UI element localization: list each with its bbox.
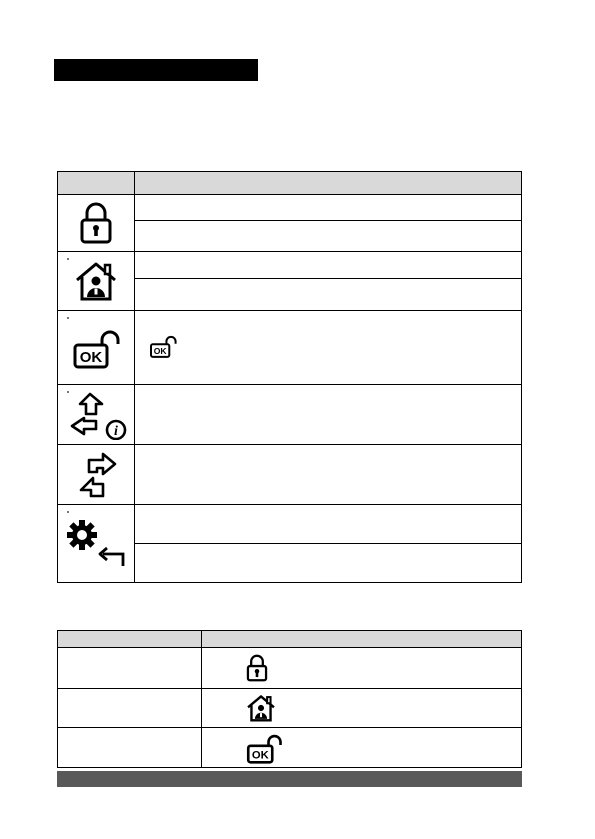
svg-text:OK: OK	[79, 348, 103, 366]
description-cell	[135, 544, 522, 583]
description-cell	[135, 385, 522, 445]
footer-bar	[57, 771, 522, 787]
svg-text:OK: OK	[153, 346, 167, 356]
margin-mark	[67, 391, 69, 393]
header-description-column	[135, 172, 522, 195]
description-cell	[135, 195, 522, 221]
description-cell	[135, 505, 522, 544]
table-row	[58, 195, 522, 221]
header-name-column	[58, 631, 202, 648]
table-row	[58, 505, 522, 544]
ok-unlock-small-icon	[149, 334, 177, 358]
description-cell	[135, 252, 522, 279]
ok-unlock-icon	[72, 327, 120, 369]
description-cell	[135, 279, 522, 311]
margin-mark	[67, 511, 69, 513]
icon-cell	[58, 445, 135, 505]
svg-text:OK: OK	[251, 749, 269, 761]
icon-cell	[58, 311, 135, 385]
table-row	[58, 252, 522, 279]
icon-cell	[58, 505, 135, 583]
table-row	[58, 689, 522, 728]
name-cell	[58, 728, 202, 768]
padlock-closed-icon	[79, 202, 113, 244]
ok-unlock-icon	[246, 732, 282, 764]
icon-cell	[58, 385, 135, 445]
table-row	[58, 311, 522, 385]
icon-cell	[58, 195, 135, 252]
icon-cell	[202, 689, 522, 728]
table-row	[58, 648, 522, 689]
mode-icon-table	[57, 630, 522, 768]
name-cell	[58, 689, 202, 728]
table-header-row	[58, 172, 522, 195]
header-icon-column	[202, 631, 522, 648]
description-cell	[135, 311, 522, 385]
margin-mark	[67, 258, 69, 260]
table-row	[58, 445, 522, 505]
description-cell	[135, 221, 522, 252]
name-cell	[58, 648, 202, 689]
icon-legend-table	[57, 171, 522, 583]
table-row	[58, 385, 522, 445]
gear-return-icon	[65, 518, 127, 570]
home-user-icon	[246, 693, 276, 723]
header-icon-column	[58, 172, 135, 195]
section-title-bar	[54, 59, 258, 81]
table-header-row	[58, 631, 522, 648]
svg-text:i: i	[114, 423, 118, 439]
icon-cell	[202, 728, 522, 768]
margin-mark	[67, 317, 69, 319]
icon-cell	[202, 648, 522, 689]
home-user-icon	[74, 260, 118, 302]
padlock-closed-icon	[246, 653, 268, 683]
description-cell	[135, 445, 522, 505]
table-row	[58, 728, 522, 768]
arrows-info-icon	[64, 390, 128, 440]
arrows-swap-icon	[73, 450, 119, 500]
icon-cell	[58, 252, 135, 311]
